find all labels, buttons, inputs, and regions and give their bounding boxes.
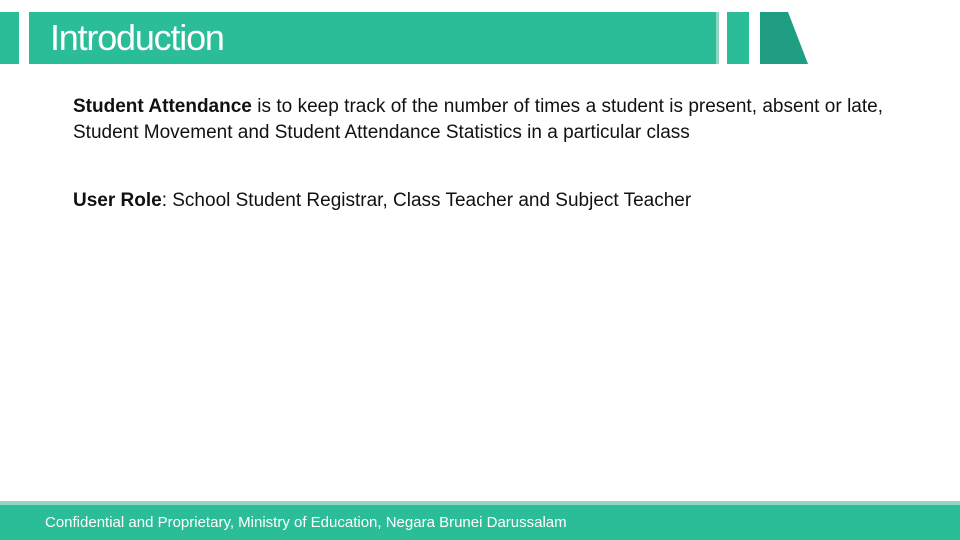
term-student-attendance: Student Attendance xyxy=(73,96,252,117)
header-decoration-stub xyxy=(0,12,19,64)
definition-user-role: : School Student Registrar, Class Teacher and Subject Teacher xyxy=(161,190,692,211)
header-decoration-trapezoid xyxy=(760,12,810,64)
footer-text: Confidential and Proprietary, Ministry of Education, Negara Brunei Darussalam xyxy=(45,514,567,531)
paragraph-user-role xyxy=(73,188,883,214)
paragraph-student-attendance xyxy=(73,94,883,146)
header-band-edge xyxy=(716,12,719,64)
definition-student-attendance: is to keep track of the number of times a student is present, absent or late, Student Movement and Student Attendance Statistics in a particular class xyxy=(73,96,883,143)
header-trapezoid-shape xyxy=(760,12,808,64)
term-user-role: User Role xyxy=(73,190,162,211)
header-decoration-block xyxy=(727,12,749,64)
slide-title: Introduction xyxy=(50,17,224,58)
slide-body xyxy=(73,94,883,214)
footer-bar xyxy=(0,505,960,540)
